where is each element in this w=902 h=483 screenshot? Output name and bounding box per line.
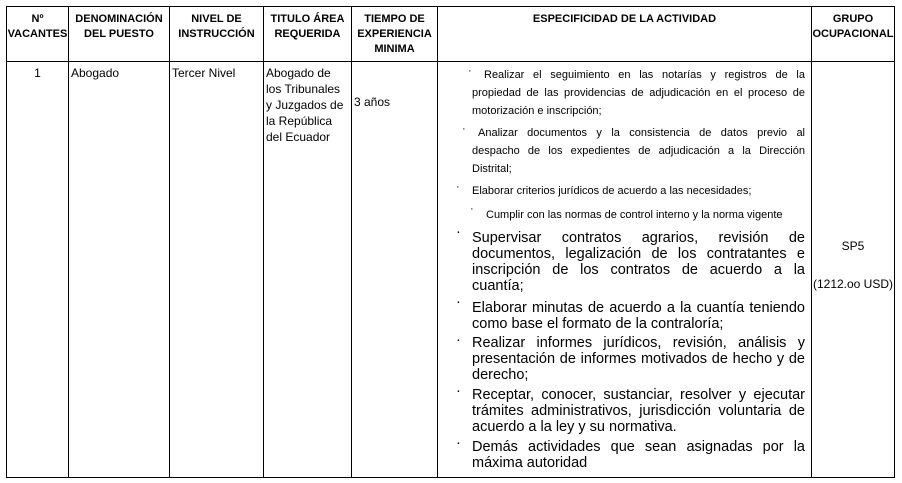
list-item: [442, 332, 805, 383]
list-item: [442, 178, 805, 200]
activity-text: Cumplir con las normas de control interno y la norma vigente: [486, 209, 783, 221]
header-nivel: NIVEL DE INSTRUCCIÓN: [170, 7, 264, 62]
bullet-icon: ·: [462, 123, 466, 135]
header-grupo: GRUPO OCUPACIONAL: [812, 7, 895, 62]
header-especificidad: ESPECIFICIDAD DE LA ACTIVIDAD: [438, 7, 812, 62]
cell-titulo: Abogado de los Tribunales y Juzgados de la República del Ecuador: [264, 62, 352, 478]
activity-text: Realizar el seguimiento en las notarías y registros de la propiedad de las providencias de adjudicación en el proceso de motorización e inscripción;: [472, 69, 805, 117]
bullet-icon: ·: [456, 435, 461, 451]
activity-text: Demás actividades que sean asignadas por la máxima autoridad: [472, 439, 805, 471]
grupo-code: SP5: [841, 238, 865, 253]
bullet-icon: ·: [456, 383, 461, 399]
table-row: [7, 62, 895, 478]
header-vacantes: Nº VACANTES: [7, 7, 69, 62]
activity-text: Supervisar contratos agrarios, revisión de documentos, legalización de los contratantes e inscripción de los contratos de acuerdo a la cuantía;: [472, 230, 805, 294]
header-row: [7, 7, 895, 62]
bullet-icon: ·: [456, 181, 460, 193]
grupo-salary: (1212.oo USD): [812, 276, 894, 291]
bullet-icon: ·: [468, 65, 472, 77]
cell-nivel: Tercer Nivel: [170, 62, 264, 478]
bullet-icon: ·: [456, 224, 461, 240]
cell-tiempo: 3 años: [352, 62, 438, 478]
activity-text: Elaborar criterios jurídicos de acuerdo a las necesidades;: [472, 185, 752, 197]
job-position-table: [6, 6, 895, 478]
header-titulo: TITULO ÁREA REQUERIDA: [264, 7, 352, 62]
activity-text: Analizar documentos y la consistencia de datos previo al despacho de los expedientes de adjudicación a la Dirección Distrital;: [472, 127, 805, 175]
header-tiempo: TIEMPO DE EXPERIENCIA MINIMA: [352, 7, 438, 62]
cell-especificidad: [438, 62, 812, 478]
cell-denominacion: Abogado: [69, 62, 170, 478]
list-item: [442, 120, 805, 178]
bullet-icon: ·: [456, 294, 461, 310]
header-denominacion: DENOMINACIÓN DEL PUESTO: [69, 7, 170, 62]
list-item: [442, 200, 805, 224]
list-item: [442, 383, 805, 435]
activity-list: [438, 62, 811, 471]
cell-grupo: [812, 62, 895, 478]
list-item: [442, 435, 805, 471]
list-item: [442, 62, 805, 120]
activity-text: Receptar, conocer, sustanciar, resolver y ejecutar trámites administrativos, jurisdicción voluntaria de acuerdo a la ley y su normativa.: [472, 387, 805, 435]
activity-text: Realizar informes jurídicos, revisión, análisis y presentación de informes motivados de hecho y de derecho;: [472, 335, 805, 383]
bullet-icon: ·: [470, 203, 474, 215]
bullet-icon: ·: [456, 332, 461, 348]
list-item: [442, 224, 805, 294]
list-item: [442, 294, 805, 332]
activity-text: Elaborar minutas de acuerdo a la cuantía teniendo como base el formato de la contraloría;: [472, 300, 805, 332]
cell-vacantes: 1: [7, 62, 69, 478]
